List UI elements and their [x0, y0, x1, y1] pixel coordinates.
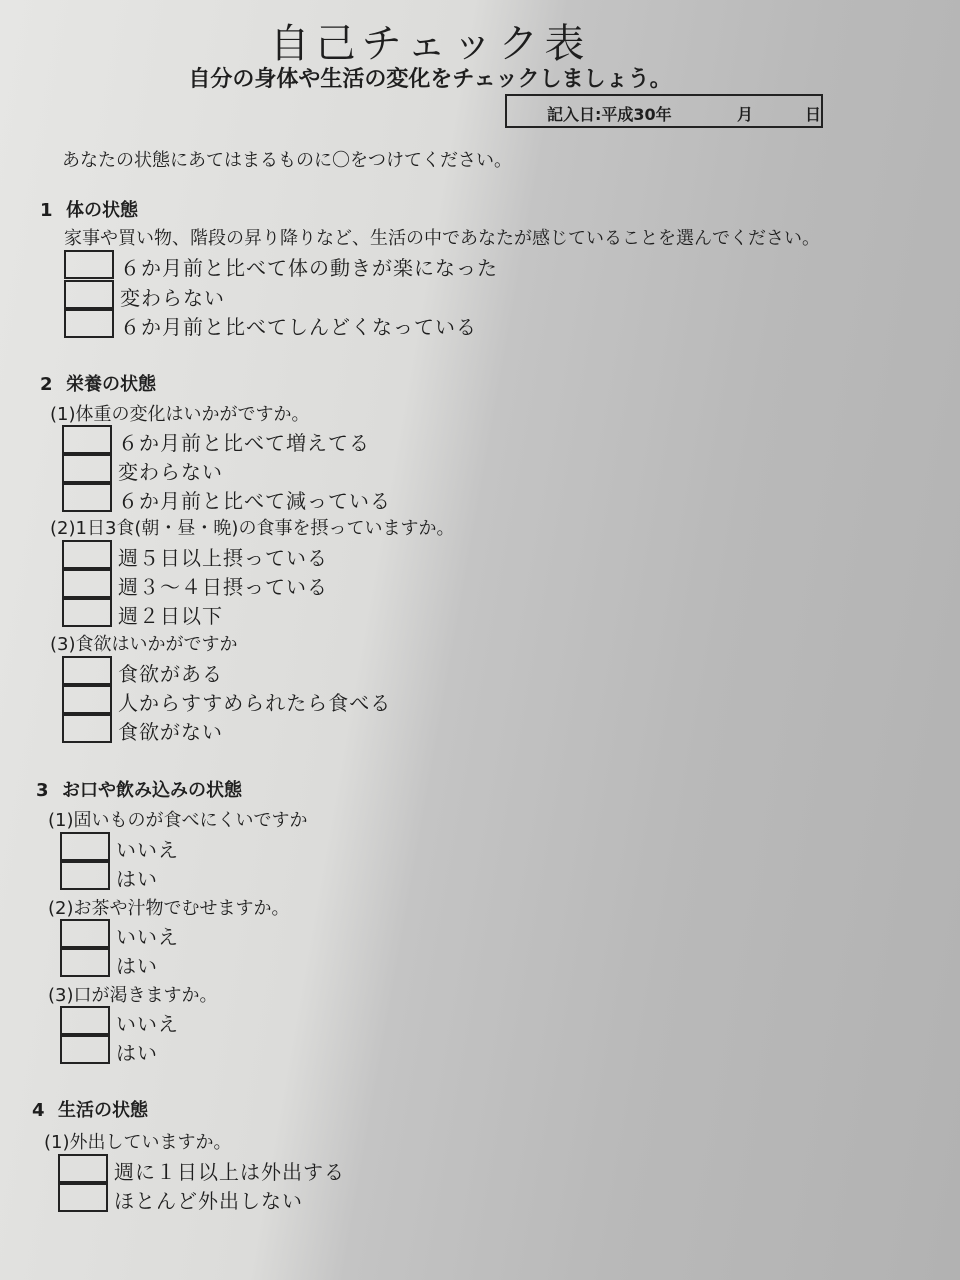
- option-label: 週２日以下: [118, 604, 223, 628]
- option-label: ６か月前と比べてしんどくなっている: [120, 315, 477, 339]
- option-label: ６か月前と比べて増えてる: [118, 431, 370, 455]
- instruction-text: あなたの状態にあてはまるものに〇をつけてください。: [62, 150, 512, 171]
- checkbox[interactable]: [62, 685, 112, 714]
- checkbox[interactable]: [62, 598, 112, 627]
- section-number: 4: [32, 1100, 45, 1121]
- option-label: 食欲がない: [118, 720, 223, 744]
- checkbox[interactable]: [62, 714, 112, 743]
- section-1-description: 家事や買い物、階段の昇り降りなど、生活の中であなたが感じていることを選んでください。: [64, 228, 820, 249]
- page-title: 自己チェック表: [269, 21, 591, 67]
- option-label: いいえ: [116, 838, 179, 862]
- option-label: 週に１日以上は外出する: [114, 1160, 345, 1184]
- checkbox[interactable]: [60, 919, 110, 948]
- checkbox[interactable]: [64, 280, 114, 309]
- question-label: (1)外出していますか。: [44, 1132, 232, 1153]
- section-1-heading: [40, 196, 138, 222]
- checkbox[interactable]: [60, 948, 110, 977]
- checkbox[interactable]: [62, 454, 112, 483]
- checkbox[interactable]: [60, 832, 110, 861]
- option-label: 人からすすめられたら食べる: [118, 691, 392, 715]
- question-label: (2)お茶や汁物でむせますか。: [48, 898, 290, 919]
- checkbox[interactable]: [58, 1154, 108, 1183]
- option-label: 週３～４日摂っている: [118, 575, 328, 599]
- checkbox[interactable]: [62, 483, 112, 512]
- entry-date-month: 月: [737, 105, 754, 124]
- option-label: はい: [116, 1041, 158, 1065]
- entry-date-label: 記入日:平成30年: [547, 105, 672, 124]
- option-label: いいえ: [116, 925, 179, 949]
- section-title: お口や飲み込みの状態: [62, 780, 242, 801]
- option-label: ６か月前と比べて減っている: [118, 489, 391, 513]
- section-number: 2: [40, 374, 53, 395]
- option-label: ６か月前と比べて体の動きが楽になった: [120, 256, 498, 280]
- checkbox[interactable]: [58, 1183, 108, 1212]
- option-label: ほとんど外出しない: [114, 1189, 303, 1213]
- option-label: 変わらない: [118, 460, 223, 484]
- section-title: 生活の状態: [58, 1100, 148, 1121]
- section-2-heading: [40, 370, 156, 396]
- option-label: 変わらない: [120, 286, 225, 310]
- checkbox[interactable]: [64, 250, 114, 279]
- checkbox[interactable]: [64, 309, 114, 338]
- question-label: (3)口が渇きますか。: [48, 985, 218, 1006]
- section-number: 1: [40, 200, 53, 221]
- question-label: (1)体重の変化はいかがですか。: [50, 404, 310, 425]
- question-label: (3)食欲はいかがですか: [50, 634, 238, 655]
- checkbox[interactable]: [62, 656, 112, 685]
- section-title: 体の状態: [66, 200, 138, 221]
- checkbox[interactable]: [62, 569, 112, 598]
- checkbox[interactable]: [60, 1006, 110, 1035]
- section-number: 3: [36, 780, 49, 801]
- question-label: (2)1日3食(朝・昼・晩)の食事を摂っていますか。: [50, 518, 455, 539]
- entry-date-day: 日: [805, 105, 822, 124]
- section-3-heading: [36, 776, 242, 802]
- checkbox[interactable]: [60, 861, 110, 890]
- page-subtitle: 自分の身体や生活の変化をチェックしましょう。: [188, 67, 672, 92]
- checkbox[interactable]: [62, 425, 112, 454]
- option-label: 食欲がある: [118, 662, 223, 686]
- entry-date-box[interactable]: [505, 94, 823, 128]
- question-label: (1)固いものが食べにくいですか: [48, 810, 308, 831]
- option-label: はい: [116, 954, 158, 978]
- checkbox[interactable]: [62, 540, 112, 569]
- option-label: はい: [116, 867, 158, 891]
- section-title: 栄養の状態: [66, 374, 156, 395]
- section-4-heading: [32, 1096, 148, 1122]
- option-label: いいえ: [116, 1012, 179, 1036]
- option-label: 週５日以上摂っている: [118, 546, 328, 570]
- checkbox[interactable]: [60, 1035, 110, 1064]
